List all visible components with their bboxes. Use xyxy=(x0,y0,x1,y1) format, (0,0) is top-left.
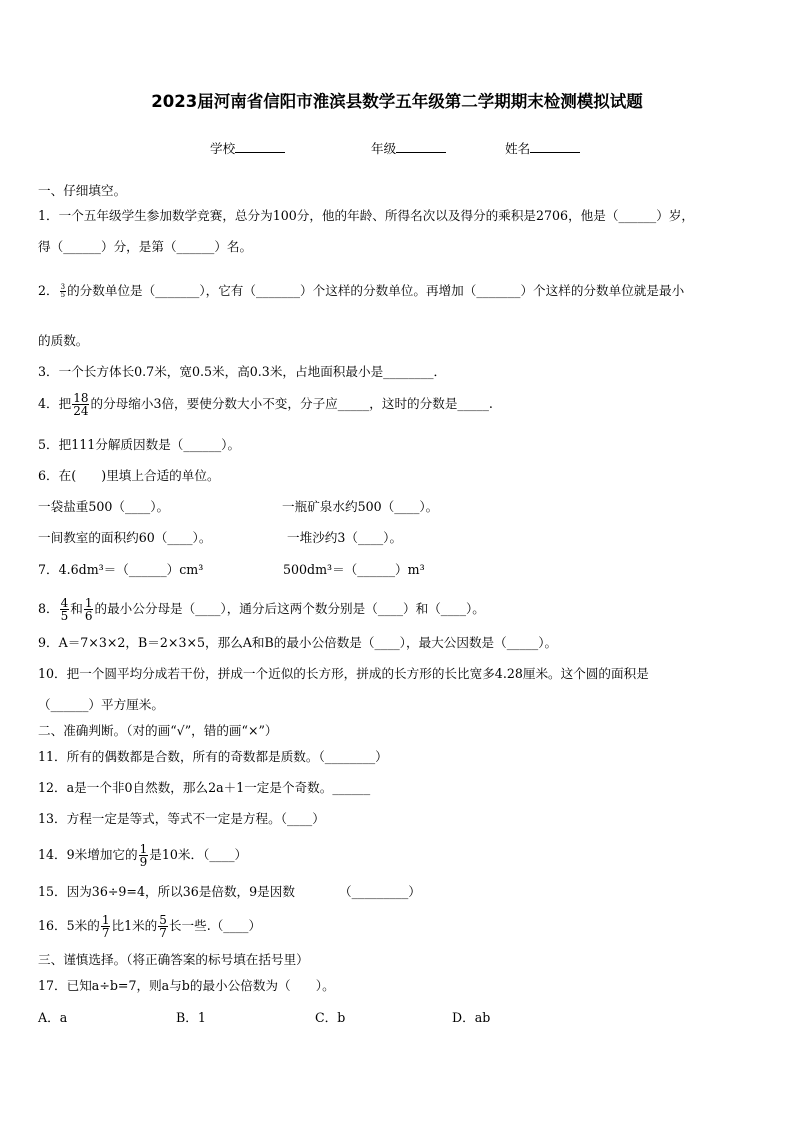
question-1-line-1: 1．一个五年级学生参加数学竞赛，总分为100分，他的年龄、所得名次以及得分的乘积是2706，他是（______）岁， xyxy=(38,208,695,223)
fraction-denominator: 5 xyxy=(60,291,66,299)
question-17: 17．已知a÷b=7，则a与b的最小公倍数为（ ）。 xyxy=(38,978,335,993)
question-16-text-start: 16．5米的 xyxy=(38,918,100,933)
fraction-denominator: 7 xyxy=(101,926,110,940)
option-a: A．a xyxy=(38,1010,68,1025)
question-6-item-a: 一袋盐重500（____）。 xyxy=(38,499,170,514)
question-2 xyxy=(38,283,684,299)
grade-blank xyxy=(396,141,446,153)
fraction-denominator: 24 xyxy=(73,404,89,418)
question-7-part-b: 500dm³＝（______）m³ xyxy=(283,562,425,577)
fraction-1-9 xyxy=(139,843,149,868)
question-8-text: 的最小公分母是（____），通分后这两个数分别是（____）和（____）。 xyxy=(94,601,485,616)
fraction-4-5 xyxy=(60,597,70,622)
question-16-text-end: 长一些.（____） xyxy=(168,918,262,933)
fraction-denominator: 9 xyxy=(139,855,148,869)
school-label: 学校 xyxy=(210,141,236,156)
fraction-denominator: 5 xyxy=(60,609,69,623)
question-15: 15．因为36÷9=4，所以36是倍数，9是因数 （_________） xyxy=(38,884,421,899)
question-16 xyxy=(38,914,261,939)
fraction-1-7 xyxy=(101,914,111,939)
question-6-item-c: 一间教室的面积约60（____）。 xyxy=(38,530,212,545)
question-10-line-1: 10．把一个圆平均分成若干份，拼成一个近似的长方形，拼成的长方形的长比宽多4.28厘米。这个圆的面积是 xyxy=(38,666,649,681)
question-14 xyxy=(38,843,247,868)
fraction-denominator: 6 xyxy=(84,609,93,623)
question-14-text-end: 是10米．（____） xyxy=(149,847,248,862)
question-8-number: 8． xyxy=(38,601,59,616)
question-10-line-2: （______）平方厘米。 xyxy=(38,697,164,712)
fraction-numerator: 5 xyxy=(159,913,167,927)
question-16-text-mid: 比1米的 xyxy=(111,918,158,933)
question-12: 12．a是一个非0自然数，那么2a＋1一定是个奇数。______ xyxy=(38,780,371,795)
question-6-item-b: 一瓶矿泉水约500（____）。 xyxy=(282,499,439,514)
question-2-number: 2． xyxy=(38,283,59,298)
question-13: 13．方程一定是等式，等式不一定是方程。（____） xyxy=(38,811,325,826)
fraction-3-5 xyxy=(60,284,66,299)
grade-label: 年级 xyxy=(371,141,397,156)
question-5: 5．把111分解质因数是（______）。 xyxy=(38,437,241,452)
fraction-numerator: 18 xyxy=(73,391,89,405)
name-field xyxy=(505,141,580,157)
option-b: B．1 xyxy=(176,1010,206,1025)
section-3-heading: 三、谨慎选择。（将正确答案的标号填在括号里） xyxy=(38,952,309,967)
question-2-text: 的分数单位是（_______），它有（_______）个这样的分数单位。再增加（_______）个这样的分数单位就是最小 xyxy=(67,283,685,298)
question-14-text-start: 14．9米增加它的 xyxy=(38,847,138,862)
question-7-part-a: 7．4.6dm³＝（______）cm³ xyxy=(38,562,204,577)
question-1-line-2: 得（______）分，是第（______）名。 xyxy=(38,239,253,254)
school-blank xyxy=(235,141,285,153)
question-6-item-d: 一堆沙约3（____）。 xyxy=(287,530,403,545)
question-8-and: 和 xyxy=(70,601,83,616)
question-8 xyxy=(38,597,485,622)
fraction-numerator: 1 xyxy=(101,913,110,927)
fraction-5-7 xyxy=(158,914,168,939)
fraction-numerator: 4 xyxy=(60,596,69,610)
name-blank xyxy=(530,141,580,153)
section-1-heading: 一、仔细填空。 xyxy=(38,183,127,198)
question-9: 9．A＝7×3×2，B＝2×3×5，那么A和B的最小公倍数是（____），最大公因数是（_____）。 xyxy=(38,635,558,650)
option-c: C．b xyxy=(315,1010,346,1025)
name-label: 姓名 xyxy=(505,141,531,156)
fraction-18-24 xyxy=(72,392,89,417)
fraction-numerator: 3 xyxy=(60,283,66,291)
fraction-1-6 xyxy=(84,597,94,622)
fraction-denominator: 7 xyxy=(159,926,167,940)
school-field xyxy=(210,141,285,157)
question-11: 11．所有的偶数都是合数，所有的奇数都是质数。（________） xyxy=(38,749,388,764)
fraction-numerator: 1 xyxy=(84,596,93,610)
question-2-line-2: 的质数。 xyxy=(38,333,89,348)
question-4 xyxy=(38,392,493,417)
page-title: 2023届河南省信阳市淮滨县数学五年级第二学期期末检测模拟试题 xyxy=(151,92,643,111)
section-2-heading: 二、准确判断。（对的画“√”，错的画“×”） xyxy=(38,723,278,738)
option-d: D．ab xyxy=(452,1010,491,1025)
question-4-text: 的分母缩小3倍，要使分数大小不变，分子应_____，这时的分数是_____. xyxy=(90,396,493,411)
question-6: 6．在( )里填上合适的单位。 xyxy=(38,468,220,483)
question-3: 3．一个长方体长0.7米，宽0.5米，高0.3米，占地面积最小是________． xyxy=(38,364,447,379)
grade-field xyxy=(371,141,446,157)
question-4-number: 4．把 xyxy=(38,396,72,411)
fraction-numerator: 1 xyxy=(139,842,148,856)
